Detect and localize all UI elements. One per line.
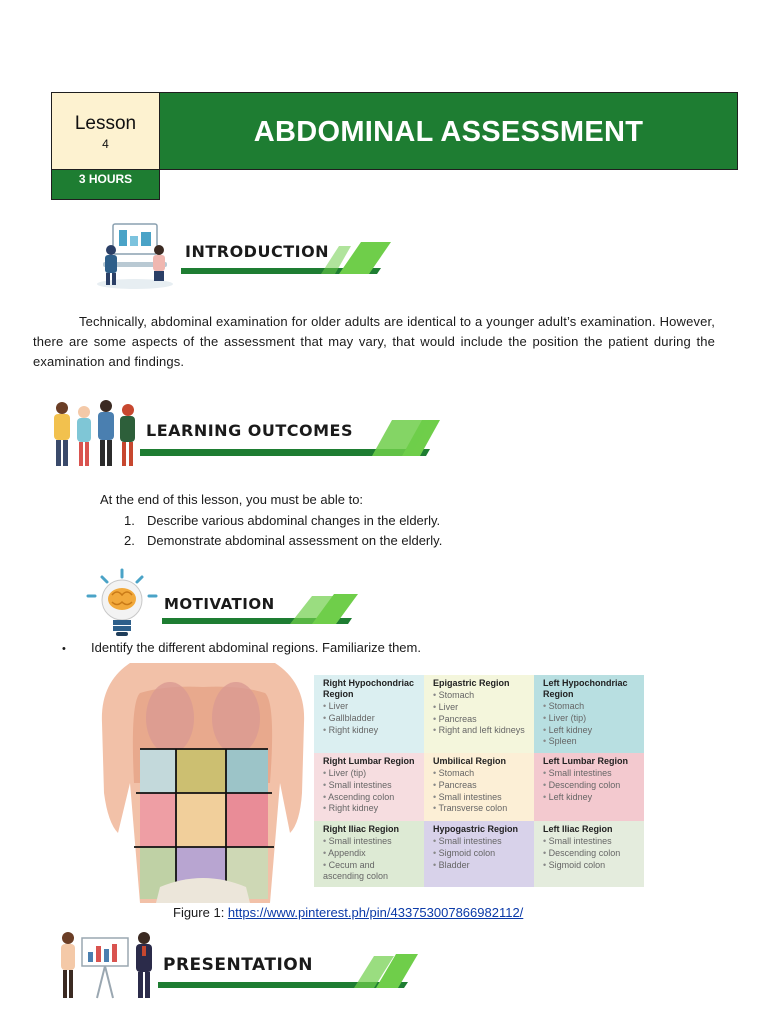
region-cell [424,675,534,753]
region-title: Right Lumbar Region [323,756,415,766]
meeting-illustration-icon [95,218,175,290]
list-item: • Ascending colon [323,792,418,804]
region-title: Left Iliac Region [543,824,613,834]
region-cell [424,753,534,821]
region-title: Epigastric Region [433,678,510,688]
list-item: • Liver [323,701,418,713]
list-item: • Small intestines [323,836,418,848]
list-item: • Liver [433,702,528,714]
region-cell [424,821,534,887]
abdominal-regions-table [314,675,644,887]
duration-badge: 3 HOURS [51,169,160,200]
page-title: ABDOMINAL ASSESSMENT [159,92,738,170]
list-item-number: 1. [124,513,135,528]
region-cell [534,675,644,753]
list-item: • Descending colon [543,848,638,860]
list-item: • Pancreas [433,714,528,726]
list-item: • Right and left kidneys [433,725,528,737]
list-item: • Cecum and ascending colon [323,860,418,884]
region-cell [534,821,644,887]
list-item: • Gallbladder [323,713,418,725]
region-organs [543,836,638,871]
introduction-banner [95,218,395,290]
list-item: • Sigmoid colon [543,860,638,872]
learning-outcomes-list [124,511,442,551]
list-item: • Bladder [433,860,528,872]
list-item: • Small intestines [433,792,528,804]
motivation-item [62,640,421,655]
learning-outcomes-banner [48,396,448,470]
introduction-heading: INTRODUCTION [185,242,330,261]
region-organs [433,768,528,815]
region-cell [314,753,424,821]
lightbulb-brain-illustration-icon [82,568,162,638]
list-item: • Sigmoid colon [433,848,528,860]
region-title: Umbilical Region [433,756,507,766]
list-item: • Small intestines [543,836,638,848]
figure-source-link[interactable]: https://www.pinterest.ph/pin/433753007866982112/ [227,905,524,920]
list-item: • Spleen [543,736,638,748]
lesson-label: Lesson [74,113,137,134]
region-organs [543,701,638,748]
list-item: • Right kidney [323,803,418,815]
list-item: • Left kidney [543,725,638,737]
list-item [124,531,442,551]
region-title: Right Hypochondriac Region [323,678,415,699]
region-cell [534,753,644,821]
list-item-number: 2. [124,533,135,548]
torso-anatomy-illustration-icon [100,663,305,903]
region-title: Left Hypochondriac Region [543,678,628,699]
region-cell [314,675,424,753]
region-organs [323,768,418,815]
list-item: • Small intestines [543,768,638,780]
list-item: • Descending colon [543,780,638,792]
region-title: Hypogastric Region [433,824,519,834]
motivation-item-text: Identify the different abdominal regions. Familiarize them. [91,640,421,655]
list-item: • Right kidney [323,725,418,737]
region-organs [323,836,418,883]
region-organs [433,690,528,737]
presentation-heading: PRESENTATION [163,955,313,975]
list-item: • Stomach [433,690,528,702]
presentation-banner [52,930,432,1002]
list-item: • Stomach [543,701,638,713]
lesson-number: 4 [102,137,109,151]
list-item: • Left kidney [543,792,638,804]
list-item [124,511,442,531]
motivation-heading: MOTIVATION [164,595,275,613]
lesson-box [51,92,160,170]
presenter-illustration-icon [52,930,162,1002]
introduction-paragraph: Technically, abdominal examination for older adults are identical to a younger adult’s examination. However, there are some aspects of the assessment that may vary, that would include the position the patient during the examination and findings. [33,314,715,369]
list-item: • Stomach [433,768,528,780]
list-item: • Appendix [323,848,418,860]
motivation-banner [82,568,372,638]
list-item: • Small intestines [433,836,528,848]
figure-caption [173,905,523,920]
people-group-illustration-icon [48,396,143,470]
list-item: • Pancreas [433,780,528,792]
region-title: Right Iliac Region [323,824,400,834]
figure-label: Figure 1: [173,905,228,920]
list-item-text: Describe various abdominal changes in the elderly. [147,513,441,528]
region-organs [543,768,638,803]
region-organs [323,701,418,736]
region-cell [314,821,424,887]
list-item-text: Demonstrate abdominal assessment on the elderly. [147,533,443,548]
learning-outcomes-intro: At the end of this lesson, you must be able to: [100,492,364,507]
region-title: Left Lumbar Region [543,756,628,766]
list-item: • Liver (tip) [543,713,638,725]
learning-outcomes-heading: LEARNING OUTCOMES [146,421,353,440]
list-item: • Liver (tip) [323,768,418,780]
region-organs [433,836,528,871]
list-item: • Transverse colon [433,803,528,815]
bullet: • [62,643,66,655]
list-item: • Small intestines [323,780,418,792]
